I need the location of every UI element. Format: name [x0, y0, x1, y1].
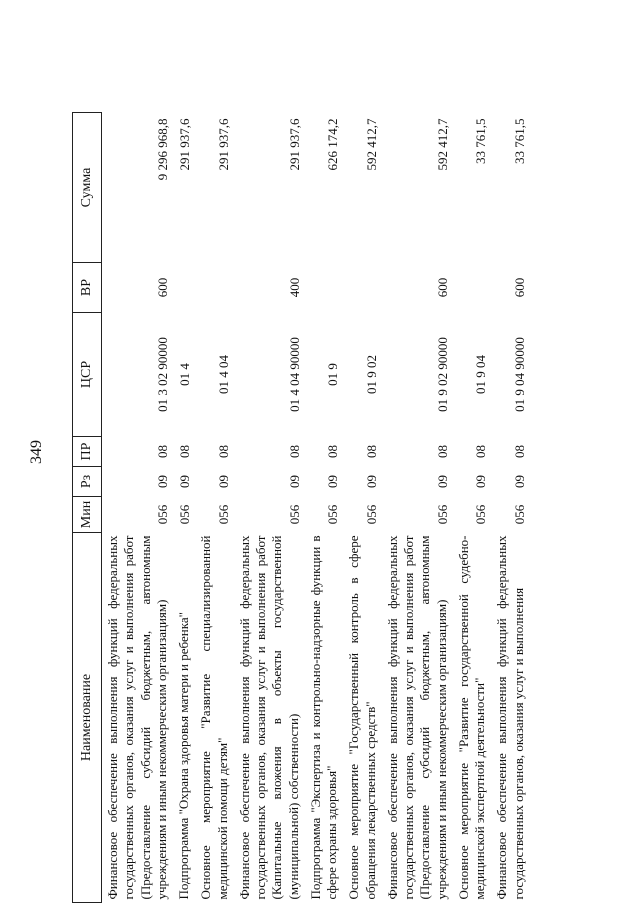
cell-vr: 400	[286, 277, 302, 298]
table-row	[453, 113, 492, 903]
cell-csr: 01 4	[177, 363, 192, 386]
cell-sum: 291 937,6	[286, 118, 302, 171]
cell-name: Основное мероприятие "Развитие специализированной медицинской помощи детям"	[198, 535, 230, 900]
cell-csr: 01 9 02 90000	[434, 337, 450, 412]
cell-rz: 09	[215, 475, 231, 488]
table-row	[491, 113, 530, 903]
header-vr: ВР	[73, 263, 102, 313]
table-row	[343, 113, 382, 903]
cell-sum: 592 412,7	[363, 118, 379, 171]
table-row	[382, 113, 453, 903]
cell-min: 056	[286, 504, 302, 525]
header-rz: Рз	[73, 467, 102, 497]
table-row	[305, 113, 344, 903]
cell-rz: 09	[363, 475, 379, 488]
cell-min: 056	[177, 504, 192, 525]
page-number: 349	[28, 440, 45, 464]
cell-rz: 09	[325, 475, 340, 488]
cell-name: Подпрограмма "Охрана здоровья матери и ребенка"	[176, 612, 191, 900]
cell-name: Финансовое обеспечение выполнения функций федеральных государственных органов, оказания услуг и выполнения работ (Предоставление субсидий бюджетным, автономным учреждениям и иным некоммерческим организациям)	[384, 535, 449, 900]
cell-pr: 08	[286, 445, 302, 458]
cell-min: 056	[154, 504, 170, 525]
cell-sum: 33 761,5	[511, 118, 527, 164]
cell-rz: 09	[473, 475, 488, 488]
header-min: Мин	[73, 497, 102, 533]
cell-rz: 09	[511, 475, 527, 488]
cell-min: 056	[473, 504, 488, 525]
cell-name: Финансовое обеспечение выполнения функций федеральных государственных органов, оказания услуг и выполнения работ (Предоставление субсидий бюджетным, автономным учреждениям и иным некоммерческим организациям)	[105, 535, 169, 900]
cell-csr: 01 3 02 90000	[154, 337, 170, 412]
cell-rz: 09	[177, 475, 192, 488]
cell-pr: 08	[473, 445, 488, 458]
cell-vr	[343, 263, 382, 313]
header-csr: ЦСР	[73, 313, 102, 437]
cell-vr	[195, 263, 234, 313]
cell-rz: 09	[286, 475, 302, 488]
table-row	[195, 113, 234, 903]
cell-pr: 08	[511, 445, 527, 458]
cell-vr	[453, 263, 492, 313]
cell-sum: 592 412,7	[434, 118, 450, 171]
cell-pr: 08	[325, 445, 340, 458]
cell-csr: 01 4 04	[215, 355, 231, 394]
table-header-row	[73, 113, 102, 903]
cell-name: Подпрограмма "Экспертиза и контрольно-надзорные функции в сфере охраны здоровья"	[307, 535, 339, 900]
cell-name: Финансовое обеспечение выполнения функций федеральных государственных органов, оказания услуг и выполнения работ (Капитальные вложения в объекты государственной (муниципальной) собственности)	[236, 535, 301, 900]
cell-name: Основное мероприятие "Развитие государственной судебно-медицинской экспертной деятельности"	[455, 535, 487, 900]
cell-vr	[173, 263, 195, 313]
cell-sum: 291 937,6	[177, 118, 192, 171]
cell-csr: 01 4 04 90000	[286, 337, 302, 412]
table-row	[102, 113, 174, 903]
cell-vr: 600	[434, 277, 450, 298]
cell-min: 056	[363, 504, 379, 525]
budget-table	[72, 112, 530, 903]
cell-name: Финансовое обеспечение выполнения функций федеральных государственных органов, оказания услуг и выполнения	[494, 535, 526, 900]
cell-rz: 09	[434, 475, 450, 488]
cell-csr: 01 9 04 90000	[511, 337, 527, 412]
table-row	[173, 113, 195, 903]
cell-name: Основное мероприятие "Государственный контроль в сфере обращения лекарственных средств"	[346, 535, 378, 900]
cell-sum: 626 174,2	[325, 118, 340, 171]
header-pr: ПР	[73, 437, 102, 467]
cell-pr: 08	[215, 445, 231, 458]
header-name: Наименование	[73, 533, 102, 903]
rotated-page-content	[72, 113, 592, 903]
cell-min: 056	[434, 504, 450, 525]
cell-min: 056	[511, 504, 527, 525]
cell-pr: 08	[154, 445, 170, 458]
cell-sum: 33 761,5	[473, 118, 488, 164]
cell-csr: 01 9	[325, 363, 340, 386]
table-row	[234, 113, 305, 903]
cell-min: 056	[215, 504, 231, 525]
cell-csr: 01 9 04	[473, 355, 488, 394]
cell-pr: 08	[363, 445, 379, 458]
header-sum: Сумма	[73, 113, 102, 263]
cell-vr: 600	[511, 277, 527, 298]
cell-rz: 09	[154, 475, 170, 488]
cell-vr: 600	[154, 277, 170, 298]
cell-min: 056	[325, 504, 340, 525]
cell-csr: 01 9 02	[363, 355, 379, 394]
cell-sum: 291 937,6	[215, 118, 231, 171]
cell-sum: 9 296 968,8	[154, 118, 170, 181]
cell-pr: 08	[177, 445, 192, 458]
cell-pr: 08	[434, 445, 450, 458]
cell-vr	[305, 263, 344, 313]
